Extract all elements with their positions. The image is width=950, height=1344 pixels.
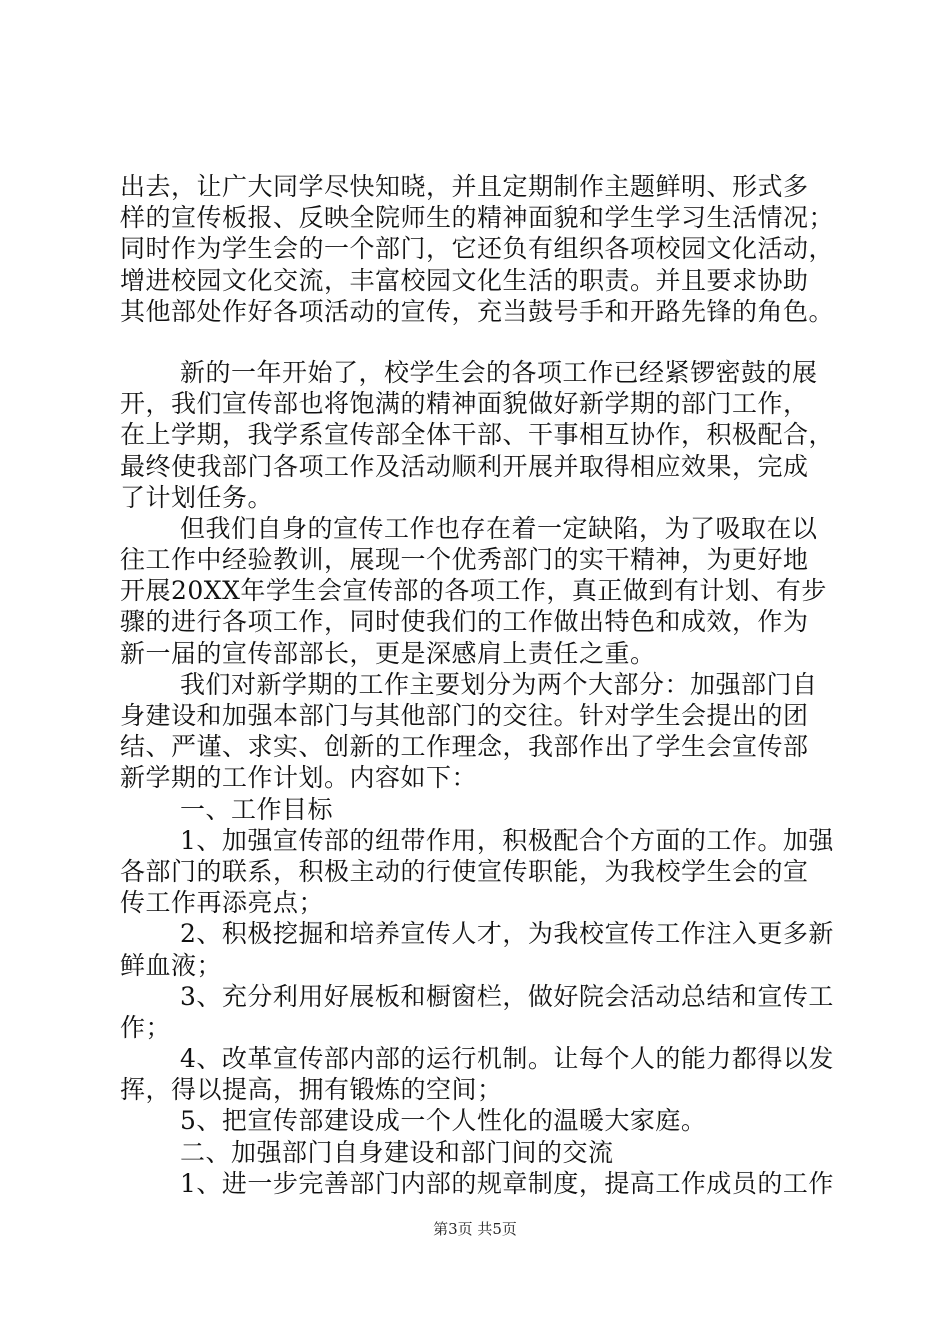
text-line: 新学期的工作计划。内容如下： [120, 763, 478, 793]
text-line: 最终使我部门各项工作及活动顺利开展并取得相应效果，完成 [120, 451, 809, 481]
text-line: 开展20XX年学生会宣传部的各项工作，真正做到有计划、有步 [120, 576, 827, 606]
text-line: 挥，得以提高，拥有锻炼的空间； [120, 1075, 503, 1105]
text-line: 传工作再添亮点； [120, 888, 325, 918]
text-line: 作； [120, 1012, 172, 1042]
communication-item-1 [120, 1168, 836, 1199]
paragraph-new-year [120, 357, 836, 513]
heading-line: 一、工作目标 [180, 794, 334, 824]
text-line: 了计划任务。 [120, 482, 274, 512]
section-heading-communication [120, 1137, 836, 1168]
goal-item-1 [120, 825, 836, 919]
text-line: 1、加强宣传部的纽带作用，积极配合个方面的工作。加强 [180, 825, 834, 855]
text-line: 出去，让广大同学尽快知晓，并且定期制作主题鲜明、形式多 [120, 172, 809, 201]
goal-item-5 [120, 1105, 836, 1136]
text-line: 4、改革宣传部内部的运行机制。让每个人的能力都得以发 [180, 1044, 834, 1074]
text-line: 样的宣传板报、反映全院师生的精神面貌和学生学习生活情况； [120, 203, 835, 233]
text-line: 骤的进行各项工作，同时使我们的工作做出特色和成效，作为 [120, 607, 809, 637]
text-line: 各部门的联系，积极主动的行使宣传职能，为我校学生会的宣 [120, 856, 809, 886]
heading-line: 二、加强部门自身建设和部门间的交流 [180, 1137, 614, 1167]
text-line: 鲜血液； [120, 950, 223, 980]
text-line: 5、把宣传部建设成一个人性化的温暖大家庭。 [180, 1106, 707, 1136]
text-line: 结、严谨、求实、创新的工作理念，我部作出了学生会宣传部 [120, 732, 809, 762]
body-text [120, 171, 836, 1199]
text-line: 在上学期，我学系宣传部全体干部、干事相互协作，积极配合， [120, 420, 835, 450]
text-line: 但我们自身的宣传工作也存在着一定缺陷，为了吸取在以 [180, 513, 818, 543]
page-number-footer: 第3页 共5页 [433, 1220, 517, 1238]
paragraph-intro-continuation [120, 171, 836, 327]
section-heading-goals [120, 794, 836, 825]
text-line: 往工作中经验教训，展现一个优秀部门的实干精神，为更好地 [120, 545, 809, 575]
text-line: 开，我们宣传部也将饱满的精神面貌做好新学期的部门工作， [120, 389, 809, 419]
text-line: 增进校园文化交流，丰富校园文化生活的职责。并且要求协助 [120, 265, 809, 295]
paragraph-shortcomings [120, 513, 836, 669]
text-line: 3、充分利用好展板和橱窗栏，做好院会活动总结和宣传工 [180, 981, 834, 1011]
goal-item-2 [120, 918, 836, 980]
text-line: 新的一年开始了，校学生会的各项工作已经紧锣密鼓的展 [180, 357, 818, 387]
text-line: 我们对新学期的工作主要划分为两个大部分：加强部门自 [180, 669, 818, 699]
paragraph-gap [120, 327, 836, 357]
goal-item-3 [120, 981, 836, 1043]
text-line: 新一届的宣传部部长，更是深感肩上责任之重。 [120, 638, 656, 668]
goal-item-4 [120, 1043, 836, 1105]
text-line: 其他部处作好各项活动的宣传，充当鼓号手和开路先锋的角色。 [120, 296, 835, 326]
text-line: 2、积极挖掘和培养宣传人才，为我校宣传工作注入更多新 [180, 919, 834, 949]
text-line: 1、进一步完善部门内部的规章制度，提高工作成员的工作 [180, 1168, 834, 1198]
text-line: 身建设和加强本部门与其他部门的交往。针对学生会提出的团 [120, 701, 809, 730]
text-line: 同时作为学生会的一个部门，它还负有组织各项校园文化活动， [120, 234, 835, 264]
paragraph-plan-overview [120, 669, 836, 794]
